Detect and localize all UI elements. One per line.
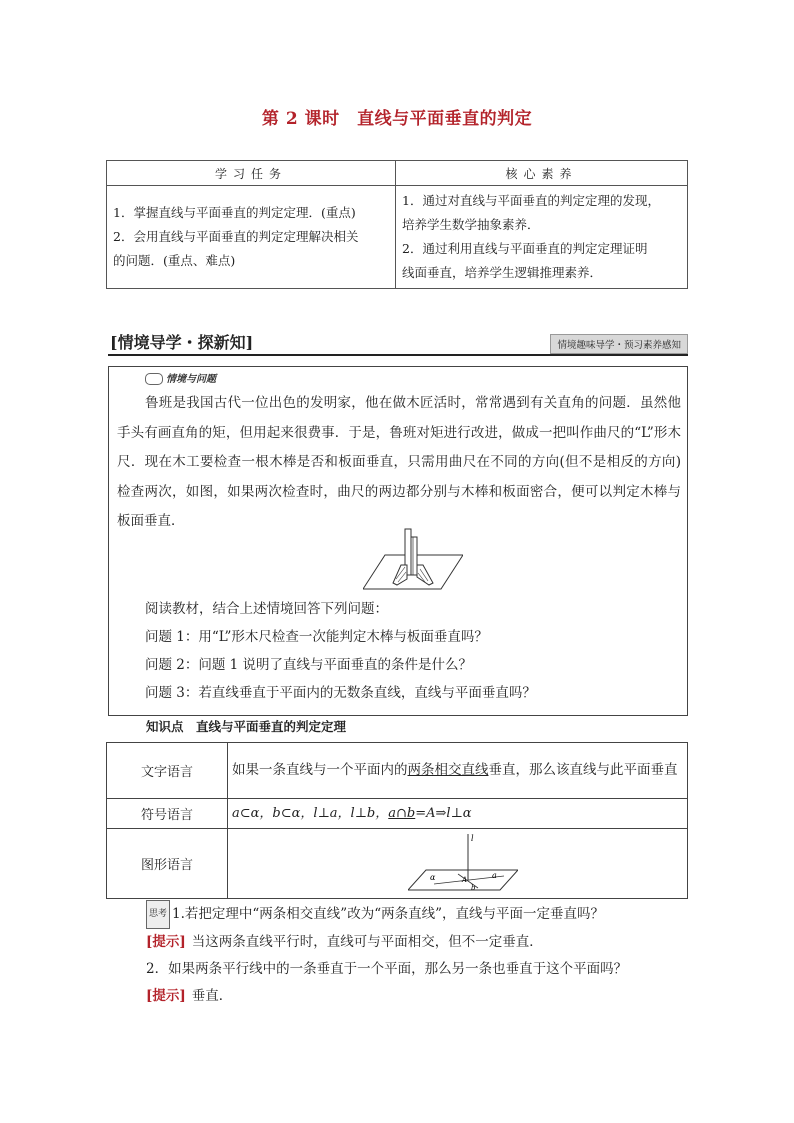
- section-header: [108, 330, 688, 356]
- text-language-head: 文字语言: [107, 743, 228, 799]
- question-2: 问题 2：问题 1 说明了直线与平面垂直的条件是什么？: [145, 657, 473, 673]
- hint-1: [146, 929, 686, 956]
- learning-task-table: [106, 160, 688, 289]
- question-intro: 阅读教材，结合上述情境回答下列问题：: [145, 601, 388, 617]
- hint-1-text: 当这两条直线平行时，直线可与平面相交，但不一定垂直．: [191, 934, 543, 950]
- symbol-before: a⊂α，b⊂α，l⊥a，l⊥b，: [232, 806, 389, 821]
- task-line: 2．会用直线与平面垂直的判定定理解决相关: [113, 229, 359, 244]
- label-l: l: [471, 833, 474, 843]
- figure-language-body: [228, 829, 688, 899]
- section-badge: 情境趣味导学・预习素养感知: [550, 334, 688, 354]
- literacy-header: 核心素养: [396, 161, 688, 186]
- hint-tag: [提示]: [146, 934, 186, 950]
- label-a: a: [492, 870, 497, 880]
- literacy-line: 2．通过利用直线与平面垂直的判定定理证明: [402, 241, 648, 256]
- questions: [145, 595, 536, 707]
- symbol-after: =A⇒l⊥α: [415, 806, 472, 821]
- task-cell: [107, 186, 396, 289]
- text-before: 如果一条直线与一个平面内的: [232, 762, 408, 778]
- scenario-paragraph: 鲁班是我国古代一位出色的发明家，他在做木匠活时，常常遇到有关直角的问题．虽然他手头有画直角的矩，但用起来很费事．于是，鲁班对矩进行改进，做成一把叫作曲尺的“L”形木尺．现在木工要检查一根木棒是否和板面垂直，只需用曲尺在不同的方向(但不是相反的方向)检查两次，如图，如果两次检查时，曲尺的两边都分别与木棒和板面密合，便可以判定木棒与板面垂直．: [117, 395, 681, 529]
- literacy-line: 培养学生数学抽象素养．: [402, 217, 540, 232]
- scenario-label: [145, 370, 216, 385]
- symbol-language-head: 符号语言: [107, 799, 228, 829]
- knowledge-table: [106, 742, 688, 899]
- question-1: 问题 1：用“L”形木尺检查一次能判定木棒与板面垂直吗？: [145, 629, 488, 645]
- section-title: [情境导学・探新知]: [110, 333, 254, 352]
- task-line: 1．掌握直线与平面垂直的判定定理．(重点): [113, 205, 356, 220]
- question-3: 问题 3：若直线垂直于平面内的无数条直线，直线与平面垂直吗？: [145, 685, 536, 701]
- symbol-underlined: a∩b: [388, 806, 416, 821]
- figure-language-head: 图形语言: [107, 829, 228, 899]
- think-q1: [146, 900, 686, 929]
- think-q1-text: 1.若把定理中“两条相交直线”改为“两条直线”，直线与平面一定垂直吗？: [172, 906, 605, 922]
- literacy-cell: [396, 186, 688, 289]
- text-language-body: [228, 743, 688, 799]
- label-alpha: α: [430, 872, 436, 882]
- literacy-line: 线面垂直，培养学生逻辑推理素养．: [402, 265, 603, 280]
- label-b: b: [471, 883, 476, 892]
- carpenter-square-figure: [363, 527, 463, 593]
- text-after: 垂直，那么该直线与此平面垂直: [488, 762, 678, 778]
- literacy-line: 1．通过对直线与平面垂直的判定定理的发现，: [402, 193, 660, 208]
- text-underlined: 两条相交直线: [407, 762, 489, 778]
- task-line: 的问题．(重点、难点): [113, 253, 236, 268]
- label-A: A: [462, 875, 468, 884]
- task-header: 学习任务: [107, 161, 396, 186]
- symbol-language-body: [228, 799, 688, 829]
- think-tag: 思考: [146, 900, 170, 929]
- perpendicular-figure: [408, 832, 518, 896]
- scenario-icon: [145, 373, 163, 385]
- scenario-box: [108, 366, 688, 716]
- think-section: [146, 900, 686, 1010]
- hint-2-text: 垂直．: [191, 988, 233, 1004]
- page-title: 第 2 课时 直线与平面垂直的判定: [261, 109, 533, 129]
- think-q2: 2．如果两条平行线中的一条垂直于一个平面，那么另一条也垂直于这个平面吗？: [146, 961, 628, 977]
- knowledge-point-title: 知识点 直线与平面垂直的判定定理: [146, 719, 347, 734]
- hint-2: [146, 983, 686, 1010]
- scenario-label-text: 情境与问题: [166, 374, 216, 385]
- hint-tag: [提示]: [146, 988, 186, 1004]
